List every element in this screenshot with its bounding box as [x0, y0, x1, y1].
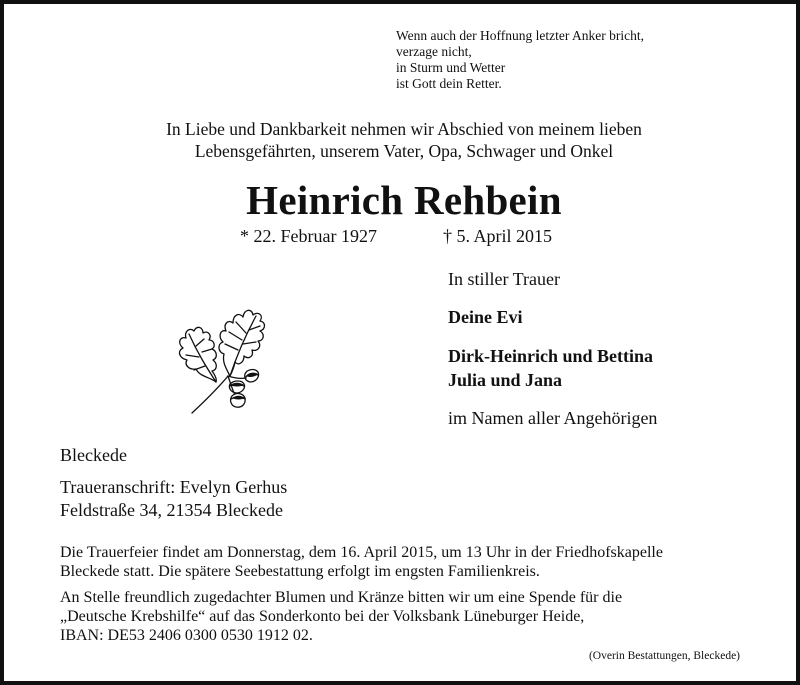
deceased-name: Heinrich Rehbein [246, 177, 562, 223]
mourner-children-2: Julia und Jana [448, 370, 563, 390]
poem-line: Wenn auch der Hoffnung letzter Anker bricht, [396, 28, 644, 43]
place: Bleckede [60, 445, 127, 465]
poem-line: in Sturm und Wetter [396, 60, 506, 75]
service-line-1: Die Trauerfeier findet am Donnerstag, dem 16. April 2015, um 13 Uhr in der Friedhofskapelle [60, 544, 663, 561]
intro-line-2: Lebensgefährten, unserem Vater, Opa, Schwager und Onkel [194, 141, 614, 161]
donation-iban: IBAN: DE53 2406 0300 0530 1912 02. [60, 627, 313, 644]
intro-line-1: In Liebe und Dankbarkeit nehmen wir Abschied von meinem lieben [166, 119, 642, 139]
mourners-intro: In stiller Trauer [448, 269, 560, 289]
mourners-closing: im Namen aller Angehörigen [448, 408, 658, 428]
poem-line: verzage nicht, [396, 44, 472, 59]
death-date: † 5. April 2015 [443, 226, 553, 246]
funeral-home-credit: (Overin Bestattungen, Bleckede) [588, 650, 740, 662]
mourner-children-1: Dirk-Heinrich und Bettina [448, 346, 654, 366]
donation-line-1: An Stelle freundlich zugedachter Blumen und Kränze bitten wir um eine Spende für die [60, 589, 623, 606]
service-line-2: Bleckede statt. Die spätere Seebestattung erfolgt im engsten Familienkreis. [60, 563, 540, 580]
address-line-1: Traueranschrift: Evelyn Gerhus [60, 477, 288, 497]
donation-line-2: „Deutsche Krebshilfe“ auf das Sonderkonto bei der Volksbank Lüneburger Heide, [60, 608, 585, 625]
mourner-partner: Deine Evi [448, 307, 523, 327]
poem-line: ist Gott dein Retter. [396, 76, 502, 91]
poem [396, 28, 644, 92]
oak-leaves-with-acorns-icon [172, 278, 278, 416]
address-line-2: Feldstraße 34, 21354 Bleckede [60, 500, 283, 520]
birth-date: * 22. Februar 1927 [240, 226, 377, 246]
